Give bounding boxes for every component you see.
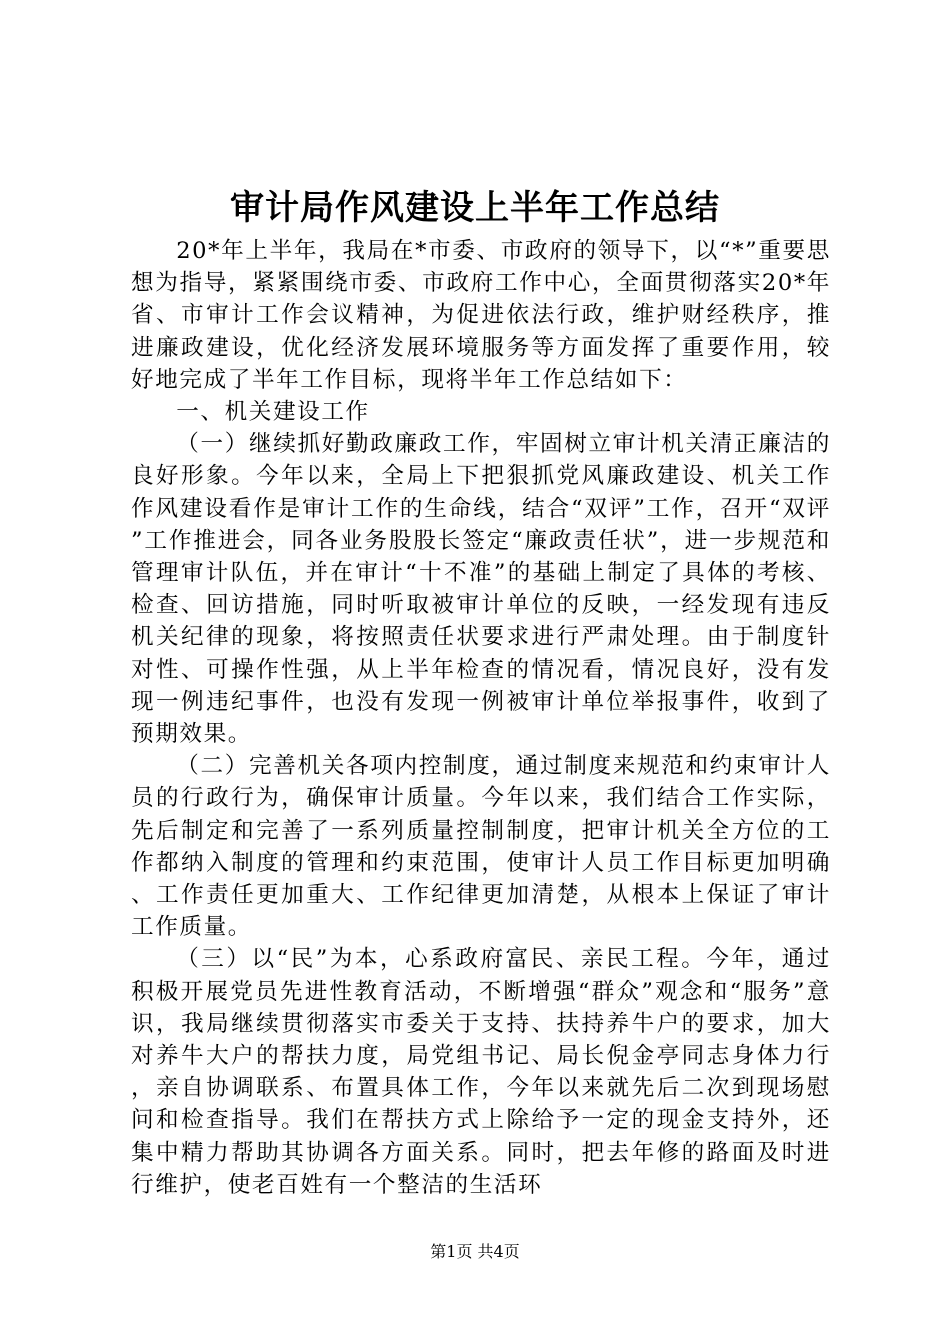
paragraph-2: （二）完善机关各项内控制度，通过制度来规范和约束审计人员的行政行为，确保审计质量。今年以来，我们结合工作实际，先后制定和完善了一系列质量控制制度，把审计机关全方位的工作都纳入制度的管理和约束范围，使审计人员工作目标更加明确、工作责任更加重大、工作纪律更加清楚，从根本上保证了审计工作质量。 <box>131 753 831 941</box>
document-body <box>131 235 831 1201</box>
section-heading: 一、机关建设工作 <box>176 399 370 426</box>
page-footer: 第1页 共4页 <box>430 1242 520 1261</box>
intro-paragraph: 20*年上半年，我局在*市委、市政府的领导下，以“*”重要思想为指导，紧紧围绕市委、市政府工作中心，全面贯彻落实20*年省、市审计工作会议精神，为促进依法行政，维护财经秩序，推进廉政建设，优化经济发展环境服务等方面发挥了重要作用，较好地完成了半年工作目标，现将半年工作总结如下： <box>131 238 831 393</box>
paragraph-3: （三）以“民”为本，心系政府富民、亲民工程。今年，通过积极开展党员先进性教育活动，不断增强“群众”观念和“服务”意识，我局继续贯彻落实市委关于支持、扶持养牛户的要求，加大对养牛大户的帮扶力度，局党组书记、局长倪金亭同志身体力行，亲自协调联系、布置具体工作，今年以来就先后二次到现场慰问和检查指导。我们在帮扶方式上除给予一定的现金支持外，还集中精力帮助其协调各方面关系。同时，把去年修的路面及时进行维护，使老百姓有一个整洁的生活环 <box>131 946 831 1198</box>
paragraph-1: （一）继续抓好勤政廉政工作，牢固树立审计机关清正廉洁的良好形象。今年以来，全局上下把狠抓党风廉政建设、机关工作作风建设看作是审计工作的生命线，结合“双评”工作，召开“双评”工作推进会，同各业务股股长签定“廉政责任状”，进一步规范和管理审计队伍，并在审计“十不准”的基础上制定了具体的考核、检查、回访措施，同时听取被审计单位的反映，一经发现有违反机关纪律的现象，将按照责任状要求进行严肃处理。由于制度针对性、可操作性强，从上半年检查的情况看，情况良好，没有发现一例违纪事件，也没有发现一例被审计单位举报事件，收到了预期效果。 <box>131 431 831 748</box>
document-title: 审计局作风建设上半年工作总结 <box>230 188 720 228</box>
